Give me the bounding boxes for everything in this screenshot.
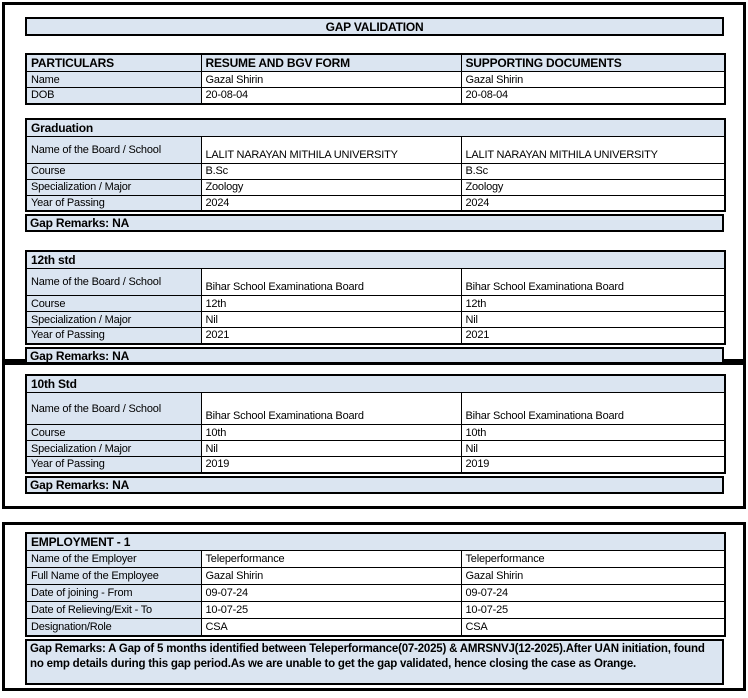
board-school-resume-value: Bihar School Examinationa Board <box>201 393 461 425</box>
year-supporting-value: 2024 <box>461 195 725 211</box>
tenth-gap-remarks: Gap Remarks: NA <box>25 476 724 494</box>
twelfth-std-table <box>25 250 726 345</box>
table-row-employee-name <box>26 568 725 585</box>
specialization-resume-value: Nil <box>201 441 461 457</box>
specialization-supporting-value: Nil <box>461 312 725 328</box>
course-supporting-value: 12th <box>461 296 725 312</box>
tenth-title: 10th Std <box>26 375 725 393</box>
header-resume-bgv: RESUME AND BGV FORM <box>201 54 461 72</box>
year-resume-value: 2024 <box>201 195 461 211</box>
twelfth-section-header <box>26 251 725 269</box>
employee-name-resume-value: Gazal Shirin <box>201 568 461 585</box>
specialization-supporting-value: Zoology <box>461 179 725 195</box>
course-supporting-value: 10th <box>461 425 725 441</box>
employment-section-header <box>26 533 725 551</box>
table-row-year <box>26 457 725 473</box>
table-row-employer <box>26 551 725 568</box>
employer-supporting-value: Teleperformance <box>461 551 725 568</box>
board-school-supporting-value: Bihar School Examinationa Board <box>461 393 725 425</box>
date-relieving-resume-value: 10-07-25 <box>201 602 461 619</box>
date-relieving-label: Date of Relieving/Exit - To <box>26 602 201 619</box>
designation-label: Designation/Role <box>26 619 201 636</box>
specialization-resume-value: Nil <box>201 312 461 328</box>
employment-table <box>25 532 726 637</box>
course-resume-value: 10th <box>201 425 461 441</box>
table-row-specialization <box>26 441 725 457</box>
header-particulars: PARTICULARS <box>26 54 201 72</box>
specialization-resume-value: Zoology <box>201 179 461 195</box>
board-school-supporting-value: LALIT NARAYAN MITHILA UNIVERSITY <box>461 136 725 163</box>
year-label: Year of Passing <box>26 328 201 344</box>
graduation-title: Graduation <box>26 119 725 137</box>
board-school-label: Name of the Board / School <box>26 269 201 296</box>
course-resume-value: 12th <box>201 296 461 312</box>
table-row-dob <box>26 88 725 104</box>
employment-title: EMPLOYMENT - 1 <box>26 533 725 551</box>
frame-tenth-section <box>2 362 746 509</box>
table-row-board <box>26 136 725 163</box>
year-label: Year of Passing <box>26 457 201 473</box>
course-label: Course <box>26 425 201 441</box>
year-resume-value: 2019 <box>201 457 461 473</box>
year-supporting-value: 2019 <box>461 457 725 473</box>
date-joining-supporting-value: 09-07-24 <box>461 585 725 602</box>
table-row-board <box>26 393 725 425</box>
particulars-header-row <box>26 54 725 72</box>
tenth-section-header <box>26 375 725 393</box>
tenth-std-table <box>25 374 726 474</box>
board-school-label: Name of the Board / School <box>26 393 201 425</box>
table-row-specialization <box>26 179 725 195</box>
year-resume-value: 2021 <box>201 328 461 344</box>
year-label: Year of Passing <box>26 195 201 211</box>
table-row-year <box>26 195 725 211</box>
table-row-board <box>26 269 725 296</box>
course-label: Course <box>26 163 201 179</box>
specialization-label: Specialization / Major <box>26 441 201 457</box>
specialization-label: Specialization / Major <box>26 312 201 328</box>
board-school-supporting-value: Bihar School Examinationa Board <box>461 269 725 296</box>
name-supporting-value: Gazal Shirin <box>461 72 725 88</box>
dob-label: DOB <box>26 88 201 104</box>
table-row-name <box>26 72 725 88</box>
table-row-course <box>26 296 725 312</box>
employee-name-label: Full Name of the Employee <box>26 568 201 585</box>
graduation-gap-remarks: Gap Remarks: NA <box>25 214 724 232</box>
specialization-supporting-value: Nil <box>461 441 725 457</box>
table-row-year <box>26 328 725 344</box>
board-school-label: Name of the Board / School <box>26 136 201 163</box>
particulars-table <box>25 53 726 105</box>
header-supporting-docs: SUPPORTING DOCUMENTS <box>461 54 725 72</box>
date-joining-label: Date of joining - From <box>26 585 201 602</box>
twelfth-gap-remarks: Gap Remarks: NA <box>25 347 724 365</box>
page-title: GAP VALIDATION <box>25 17 724 36</box>
employee-name-supporting-value: Gazal Shirin <box>461 568 725 585</box>
dob-resume-value: 20-08-04 <box>201 88 461 104</box>
graduation-table <box>25 118 726 213</box>
table-row-date-joining <box>26 585 725 602</box>
employment-gap-remarks: Gap Remarks: A Gap of 5 months identified between Teleperformance(07-2025) & AMRSNVJ(12-2025).After UAN initiation, found no emp details during this gap period.As we are unable to get the gap validated, hence closing the case as Orange. <box>25 639 724 685</box>
table-row-designation <box>26 619 725 636</box>
graduation-section-header <box>26 119 725 137</box>
employer-label: Name of the Employer <box>26 551 201 568</box>
frame-employment-section <box>2 522 746 691</box>
course-supporting-value: B.Sc <box>461 163 725 179</box>
designation-supporting-value: CSA <box>461 619 725 636</box>
dob-supporting-value: 20-08-04 <box>461 88 725 104</box>
designation-resume-value: CSA <box>201 619 461 636</box>
board-school-resume-value: Bihar School Examinationa Board <box>201 269 461 296</box>
course-resume-value: B.Sc <box>201 163 461 179</box>
course-label: Course <box>26 296 201 312</box>
name-resume-value: Gazal Shirin <box>201 72 461 88</box>
name-label: Name <box>26 72 201 88</box>
date-joining-resume-value: 09-07-24 <box>201 585 461 602</box>
employer-resume-value: Teleperformance <box>201 551 461 568</box>
board-school-resume-value: LALIT NARAYAN MITHILA UNIVERSITY <box>201 136 461 163</box>
twelfth-title: 12th std <box>26 251 725 269</box>
table-row-course <box>26 425 725 441</box>
table-row-specialization <box>26 312 725 328</box>
table-row-date-relieving <box>26 602 725 619</box>
specialization-label: Specialization / Major <box>26 179 201 195</box>
table-row-course <box>26 163 725 179</box>
date-relieving-supporting-value: 10-07-25 <box>461 602 725 619</box>
frame-top-section <box>2 2 746 362</box>
year-supporting-value: 2021 <box>461 328 725 344</box>
